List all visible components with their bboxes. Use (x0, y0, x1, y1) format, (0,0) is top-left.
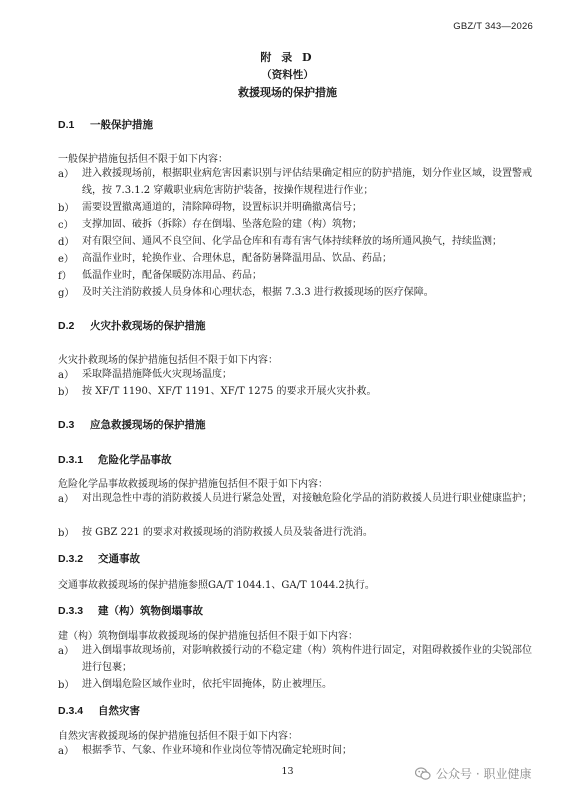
subsection-d32-text: 交通事故救援现场的保护措施参照GA/T 1044.1、GA/T 1044.2执行。 (58, 580, 375, 591)
subsection-d31-heading (58, 452, 172, 467)
list-marker: a） (58, 169, 74, 180)
list-marker: a） (58, 646, 74, 657)
section-d3-heading (58, 417, 206, 432)
list-marker: d） (58, 237, 75, 248)
list-text: 高温作业时，轮换作业、合理休息，配备防暑降温用品、饮品、药品； (82, 253, 392, 264)
section-title: 火灾扑救现场的保护措施 (90, 320, 206, 332)
section-d2-intro: 火灾扑救现场的保护措施包括但不限于如下内容： (58, 355, 278, 366)
list-text: 采取降温措施降低火灾现场温度； (82, 369, 232, 380)
subsection-d31-intro: 危险化学品事故救援现场的保护措施包括但不限于如下内容： (58, 479, 328, 490)
list-marker: b） (58, 680, 75, 691)
subsection-number: D.3.1 (58, 454, 84, 466)
list-marker: g） (58, 288, 75, 299)
list-marker: b） (58, 387, 75, 398)
appendix-title: 救援现场的保护措施 (238, 86, 337, 99)
list-text: 根据季节、气象、作业环境和作业岗位等情况确定轮班时间； (82, 745, 352, 756)
list-text: 进入倒塌事故现场前，对影响救援行动的不稳定建（构）筑构件进行固定，对阻碍救援作业的尖锐部位进行包裹； (82, 645, 532, 673)
subsection-number: D.3.3 (58, 605, 84, 617)
subsection-title: 交通事故 (98, 553, 140, 565)
section-number: D.1 (58, 119, 75, 131)
list-text: 进入救援现场前，根据职业病危害因素识别与评估结果确定相应的防护措施，划分作业区域，设置警戒线，按 7.3.1.2 穿戴职业病危害防护装备，按操作规程进行作业； (82, 168, 532, 196)
subsection-title: 建（构）筑物倒塌事故 (98, 605, 203, 617)
list-text: 按 XF/T 1190、XF/T 1191、XF/T 1275 的要求开展火灾扑救。 (82, 386, 377, 397)
list-text: 按 GBZ 221 的要求对救援现场的消防救援人员及装备进行洗消。 (82, 527, 373, 538)
list-marker: f） (58, 271, 72, 282)
list-text: 及时关注消防救援人员身体和心理状态，根据 7.3.3 进行救援现场的医疗保障。 (82, 287, 434, 298)
section-d2-heading (58, 318, 206, 333)
list-text: 低温作业时，配备保暖防冻用品、药品； (82, 270, 262, 281)
subsection-title: 危险化学品事故 (98, 454, 172, 466)
list-marker: b） (58, 203, 75, 214)
subsection-title: 自然灾害 (98, 705, 140, 717)
wechat-icon (415, 767, 431, 781)
list-marker: a） (58, 746, 74, 757)
subsection-number: D.3.4 (58, 705, 84, 717)
standard-code: GBZ/T 343—2026 (453, 21, 533, 32)
page-number: 13 (281, 766, 294, 777)
list-text: 对出现急性中毒的消防救援人员进行紧急处置，对接触危险化学品的消防救援人员进行职业健康监护； (82, 493, 532, 504)
list-text: 对有限空间、通风不良空间、化学品仓库和有毒有害气体持续释放的场所通风换气，持续监测； (82, 236, 502, 247)
list-marker: a） (58, 494, 74, 505)
subsection-number: D.3.2 (58, 553, 84, 565)
section-d1-heading (58, 117, 153, 132)
section-number: D.3 (58, 419, 75, 431)
list-marker: b） (58, 528, 75, 539)
list-marker: c） (58, 220, 74, 231)
subsection-d34-intro: 自然灾害救援现场的保护措施包括但不限于如下内容： (58, 731, 298, 742)
list-marker: e） (58, 254, 74, 265)
appendix-nature: （资料性） (261, 69, 314, 81)
appendix-label: 附 录 D (260, 51, 315, 64)
subsection-d33-intro: 建（构）筑物倒塌事故救援现场的保护措施包括但不限于如下内容： (58, 631, 358, 642)
list-marker: a） (58, 370, 74, 381)
section-number: D.2 (58, 320, 75, 332)
subsection-d32-heading (58, 551, 140, 566)
list-text: 支撑加固、破拆（拆除）存在倒塌、坠落危险的建（构）筑物； (82, 219, 362, 230)
section-title: 应急救援现场的保护措施 (90, 419, 206, 431)
watermark (415, 765, 531, 782)
section-d1-intro: 一般保护措施包括但不限于如下内容： (58, 154, 228, 165)
subsection-d34-heading (58, 703, 140, 718)
list-text: 需要设置撤离通道的，清除障碍物，设置标识并明确撤离信号； (82, 202, 362, 213)
list-text: 进入倒塌危险区域作业时，依托牢固掩体，防止被埋压。 (82, 679, 332, 690)
subsection-d33-heading (58, 603, 203, 618)
section-title: 一般保护措施 (90, 119, 153, 131)
watermark-text: 公众号 · 职业健康 (436, 767, 532, 781)
